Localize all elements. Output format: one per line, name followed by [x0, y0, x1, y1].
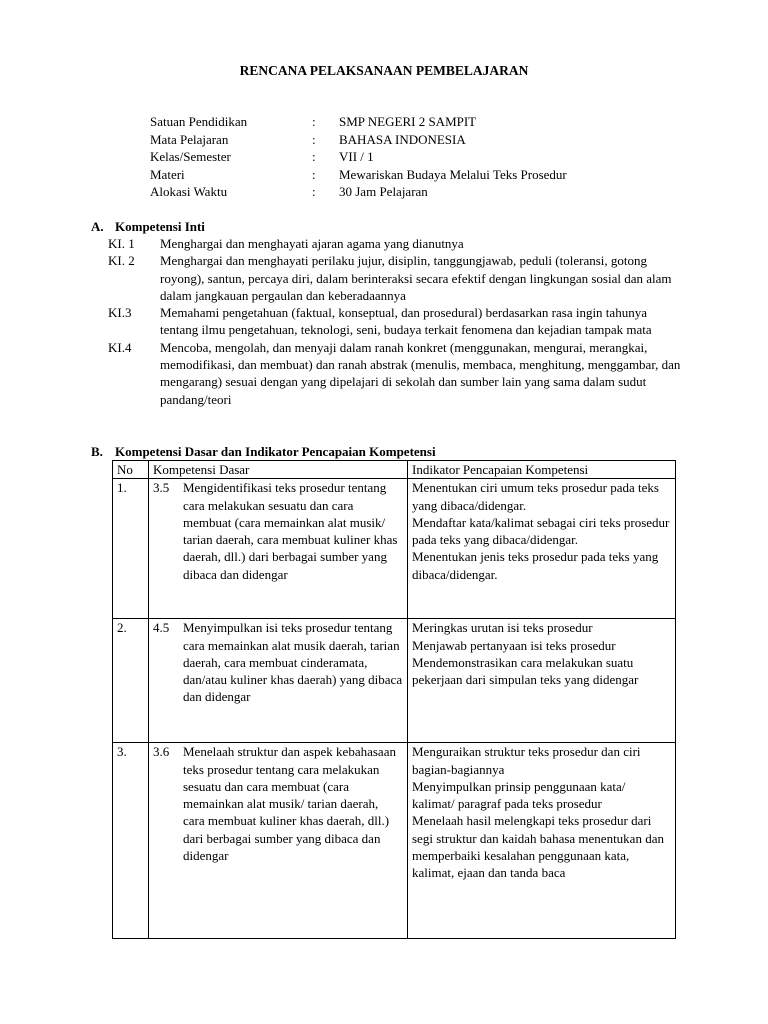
- identity-value: Mewariskan Budaya Melalui Teks Prosedur: [339, 166, 567, 182]
- section-title: Kompetensi Dasar dan Indikator Pencapaian Kompetensi: [115, 444, 436, 459]
- table-row: [113, 619, 676, 743]
- identity-label: Materi: [150, 166, 185, 182]
- identity-label: Kelas/Semester: [150, 149, 231, 164]
- section-letter: B.: [91, 444, 103, 459]
- identity-row: [150, 166, 567, 184]
- document-title: RENCANA PELAKSANAAN PEMBELAJARAN: [239, 63, 529, 78]
- ki-code: KI.4: [108, 339, 132, 355]
- identity-separator: :: [312, 114, 316, 129]
- identity-row: [150, 131, 567, 149]
- core-competency-list: [108, 235, 688, 408]
- ki-item: [108, 252, 688, 304]
- section-b-heading: [91, 443, 436, 460]
- header-indikator: Indikator Pencapaian Kompetensi: [408, 461, 676, 479]
- identity-label: Satuan Pendidikan: [150, 114, 248, 129]
- ki-text: Menghargai dan menghayati perilaku jujur, disiplin, tanggungjawab, peduli (toleransi, gotong royong), santun, percaya diri, dalam berinteraksi secara efektif dengan lingkungan sosial dan alam dalam jangkauan pergaulan dan keberadaannya: [160, 253, 672, 303]
- indicator-cell: Menguraikan struktur teks prosedur dan ciri bagian-bagiannya Menyimpulkan prinsip penggunaan kata/ kalimat/ paragraf pada teks prosedur Menelaah hasil melengkapi teks prosedur dari segi struktur dan kaidah bahasa menentukan dan memperbaiki kesalahan penggunaan kata, kalimat, ejaan dan tanda baca: [408, 743, 676, 939]
- kompetensi-dasar-cell: [149, 619, 408, 743]
- identity-value: SMP NEGERI 2 SAMPIT: [339, 114, 477, 129]
- identity-separator: :: [312, 149, 316, 164]
- row-number: 2.: [113, 619, 149, 743]
- row-number: 3.: [113, 743, 149, 939]
- section-title: Kompetensi Inti: [115, 219, 205, 234]
- header-kompetensi-dasar: Kompetensi Dasar: [149, 461, 408, 479]
- ki-code: KI. 2: [108, 253, 135, 269]
- indicator-cell: Meringkas urutan isi teks prosedur Menjawab pertanyaan isi teks prosedur Mendemonstrasikan cara melakukan suatu pekerjaan dari simpulan teks yang didengar: [408, 619, 676, 743]
- ki-item: [108, 304, 688, 339]
- identity-value: VII / 1: [339, 149, 374, 164]
- identity-separator: :: [312, 131, 316, 147]
- header-no: No: [113, 461, 149, 479]
- identity-row: [150, 113, 567, 131]
- competency-table: [112, 460, 676, 939]
- identity-separator: :: [312, 184, 316, 199]
- identity-value: BAHASA INDONESIA: [339, 131, 466, 147]
- kd-text: Mengidentifikasi teks prosedur tentang cara melakukan sesuatu dan cara membuat (cara memainkan alat musik/ tarian daerah, cara membuat kuliner khas daerah, dll.) dari berbagai sumber yang dibaca dan didengar: [183, 480, 398, 582]
- indicator-cell: Menentukan ciri umum teks prosedur pada teks yang dibaca/didengar. Mendaftar kata/kalimat sebagai ciri teks prosedur pada teks yang dibaca/didengar. Menentukan jenis teks prosedur pada teks yang dibaca/didengar.: [408, 479, 676, 619]
- ki-text: Memahami pengetahuan (faktual, konseptual, dan prosedural) berdasarkan rasa ingin tahunya tentang ilmu pengetahuan, teknologi, seni, budaya terkait fenomena dan kejadian tampak mata: [160, 305, 652, 338]
- identity-separator: :: [312, 166, 316, 182]
- identity-row: [150, 148, 567, 166]
- table-row: [113, 743, 676, 939]
- ki-item: [108, 339, 688, 408]
- ki-text: Menghargai dan menghayati ajaran agama yang dianutnya: [160, 236, 464, 251]
- ki-code: KI. 1: [108, 236, 135, 251]
- table-header-row: [113, 461, 676, 479]
- kd-number: 3.5: [153, 480, 170, 496]
- identity-value: 30 Jam Pelajaran: [339, 184, 428, 199]
- section-a-heading: [91, 218, 205, 235]
- section-letter: A.: [91, 219, 104, 234]
- identity-row: [150, 183, 567, 201]
- kd-number: 3.6: [153, 744, 170, 760]
- identity-block: [150, 113, 567, 201]
- identity-label: Alokasi Waktu: [150, 184, 228, 199]
- table-row: [113, 479, 676, 619]
- row-number: 1.: [113, 479, 149, 619]
- kompetensi-dasar-cell: [149, 479, 408, 619]
- identity-label: Mata Pelajaran: [150, 131, 229, 147]
- ki-item: [108, 235, 688, 252]
- kd-text: Menelaah struktur dan aspek kebahasaan teks prosedur tentang cara melakukan sesuatu dan cara membuat (cara memainkan alat musik/ tarian daerah, cara membuat kuliner khas daerah, dll.) dari berbagai sumber yang dibaca dan didengar: [183, 744, 396, 864]
- ki-code: KI.3: [108, 305, 132, 321]
- kd-number: 4.5: [153, 620, 170, 636]
- kd-text: Menyimpulkan isi teks prosedur tentang cara memainkan alat musik daerah, tarian daerah, cara membuat cinderamata, dan/atau kuliner khas daerah) yang dibaca dan didengar: [183, 620, 403, 705]
- ki-text: Mencoba, mengolah, dan menyaji dalam ranah konkret (menggunakan, mengurai, merangkai, memodifikasi, dan membuat) dan ranah abstrak (menulis, membaca, menghitung, menggambar, dan mengarang) sesuai dengan yang dipelajari di sekolah dan sumber lain yang sama dalam sudut pandang/teori: [160, 339, 681, 407]
- kompetensi-dasar-cell: [149, 743, 408, 939]
